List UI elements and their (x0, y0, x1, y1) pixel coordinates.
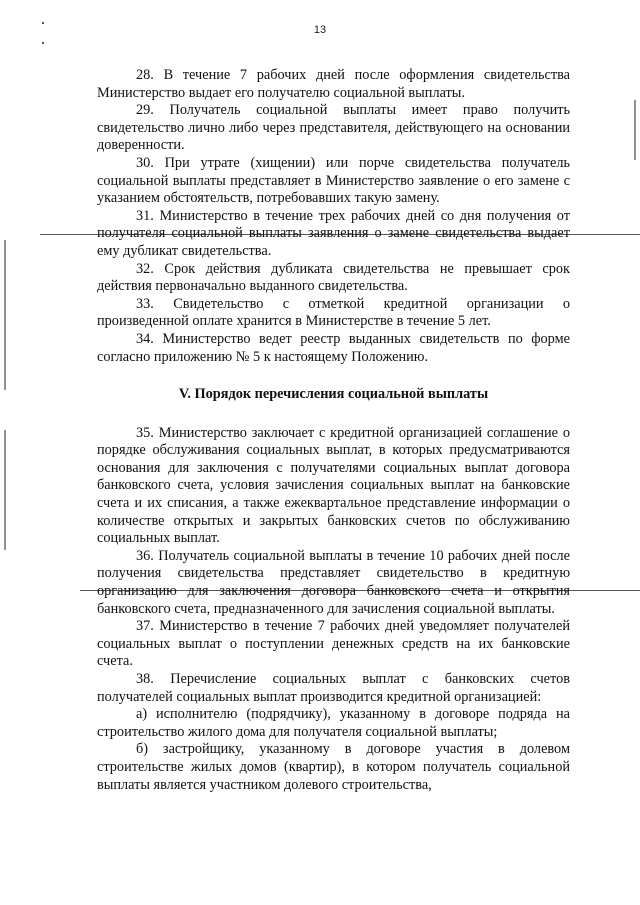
paragraph-31: 31. Министерство в течение трех рабочих дней со дня получения от получателя социальной выплаты заявления о замене свидетельства выдает ему дубликат свидетельства. (97, 207, 570, 259)
paragraph-34: 34. Министерство ведет реестр выданных свидетельств по форме согласно приложению № 5 к настоящему Положению. (97, 330, 570, 365)
document-body (97, 67, 570, 794)
paragraph-35: 35. Министерство заключает с кредитной организацией соглашение о порядке обслуживания социальных выплат, в которых предусматриваются основания для заключения с получателями социальных выплат договора банковского счета, условия зачисления социальных выплат на банковские счета и их списания, а также ежеквартальное представление информации о количестве открытых и закрытых банковских счетов по обслуживанию социальных выплат. (97, 424, 570, 547)
page-number: 13 (313, 24, 327, 36)
scan-artifact (4, 430, 6, 550)
scan-artifact (42, 42, 44, 44)
paragraph-32: 32. Срок действия дубликата свидетельства не превышает срок действия первоначально выданного свидетельства. (97, 260, 570, 295)
subparagraph-b: б) застройщику, указанному в договоре участия в долевом строительстве жилых домов (квартир), в котором получатель социальной выплаты является участником долевого строительства, (97, 741, 570, 793)
paragraph-29: 29. Получатель социальной выплаты имеет право получить свидетельство лично либо через представителя, действующего на основании доверенности. (97, 102, 570, 154)
subparagraph-a: а) исполнителю (подрядчику), указанному в договоре подряда на строительство жилого дома для получателя социальной выплаты; (97, 706, 570, 740)
paragraph-37: 37. Министерство в течение 7 рабочих дней уведомляет получателей социальных выплат о поступлении денежных средств на их банковские счета. (97, 618, 570, 670)
paragraph-28: 28. В течение 7 рабочих дней после оформления свидетельства Министерство выдает его получателю социальной выплаты. (97, 67, 570, 101)
section-heading: V. Порядок перечисления социальной выплаты (178, 386, 489, 403)
scan-artifact (4, 240, 6, 390)
paragraph-38: 38. Перечисление социальных выплат с банковских счетов получателей социальных выплат производится кредитной организацией: (97, 671, 570, 705)
paragraph-33: 33. Свидетельство с отметкой кредитной организации о произведенной оплате хранится в Министерстве в течение 5 лет. (97, 295, 570, 330)
paragraph-36: 36. Получатель социальной выплаты в течение 10 рабочих дней после получения свидетельства представляет свидетельство в кредитную организацию для заключения договора банковского счета и открытия банковского счета, предназначенного для зачисления социальной выплаты. (97, 547, 570, 617)
scan-artifact (634, 100, 636, 160)
paragraph-30: 30. При утрате (хищении) или порче свидетельства получатель социальной выплаты представляет в Министерство заявление о его замене с указанием обстоятельств, потребовавших такую замену. (97, 154, 570, 207)
